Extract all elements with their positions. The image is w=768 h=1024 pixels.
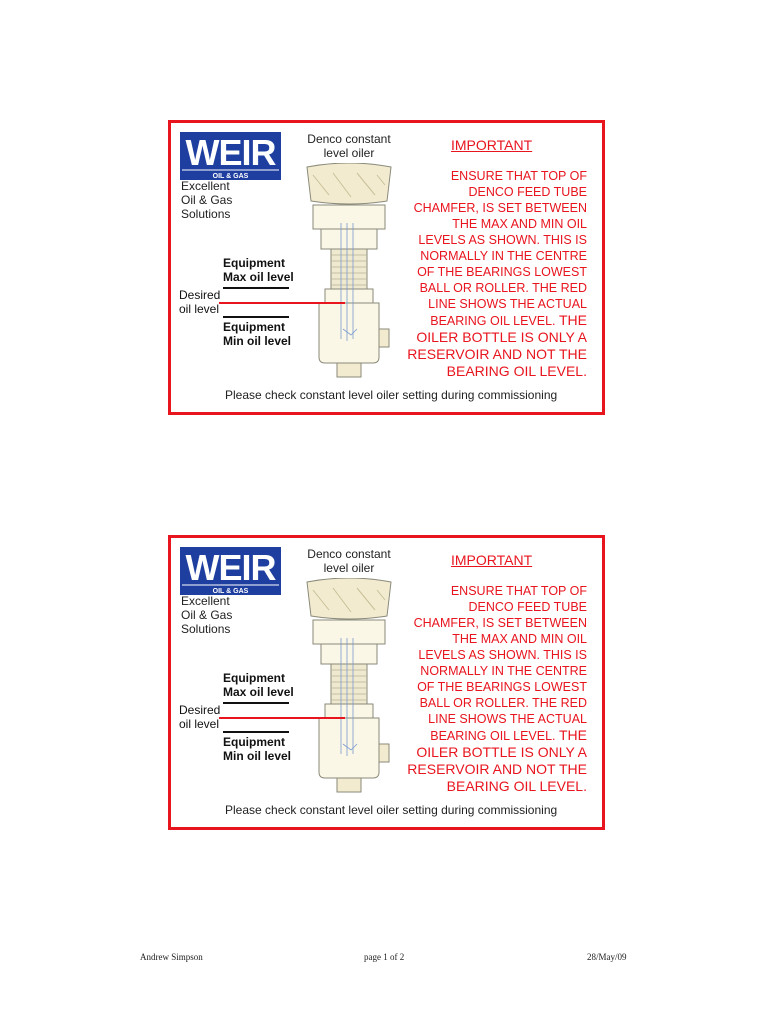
oiler-label-card: [168, 535, 605, 830]
svg-text:OIL & GAS: OIL & GAS: [212, 588, 249, 595]
warning-text: ENSURE THAT TOP OF DENCO FEED TUBE CHAMFER, IS SET BETWEEN THE MAX AND MIN OIL LEVELS AS SHOWN. THIS IS NORMALLY IN THE CENTRE OF THE BEARINGS LOWEST BALL OR ROLLER. THE RED LINE SHOWS THE ACTUAL BEARING OIL LEVEL. THE OILER BOTTLE IS ONLY A RESERVOIR AND NOT THE BEARING OIL LEVEL.: [407, 584, 587, 794]
max-level-rule: [223, 702, 289, 704]
min-oil-level-label: Equipment Min oil level: [223, 320, 292, 348]
weir-logo: [180, 547, 281, 595]
footer-date: 28/May/09: [587, 952, 627, 962]
important-title: IMPORTANT: [451, 552, 533, 568]
min-level-rule: [223, 316, 289, 318]
desired-oil-level-label: Desired oil level: [179, 288, 221, 316]
actual-oil-level-line: [219, 717, 345, 719]
desired-oil-level-label: Desired oil level: [179, 703, 221, 731]
footer-page-number: page 1 of 2: [364, 952, 405, 962]
min-level-rule: [223, 731, 289, 733]
commissioning-footnote: Please check constant level oiler setting during commissioning: [225, 803, 558, 817]
svg-text:WEIR: WEIR: [185, 132, 276, 173]
commissioning-footnote: Please check constant level oiler setting during commissioning: [225, 388, 558, 402]
svg-text:WEIR: WEIR: [185, 547, 276, 588]
denco-oiler-drawing: [299, 163, 399, 383]
weir-logo: [180, 132, 281, 180]
warning-text: ENSURE THAT TOP OF DENCO FEED TUBE CHAMFER, IS SET BETWEEN THE MAX AND MIN OIL LEVELS AS SHOWN. THIS IS NORMALLY IN THE CENTRE OF THE BEARINGS LOWEST BALL OR ROLLER. THE RED LINE SHOWS THE ACTUAL BEARING OIL LEVEL. THE OILER BOTTLE IS ONLY A RESERVOIR AND NOT THE BEARING OIL LEVEL.: [407, 169, 587, 379]
max-oil-level-label: Equipment Max oil level: [223, 256, 294, 284]
max-level-rule: [223, 287, 289, 289]
oiler-caption: Denco constant level oiler: [307, 132, 391, 160]
denco-oiler-drawing: [299, 578, 399, 798]
important-title: IMPORTANT: [451, 137, 533, 153]
oiler-caption: Denco constant level oiler: [307, 547, 391, 575]
actual-oil-level-line: [219, 302, 345, 304]
svg-text:OIL & GAS: OIL & GAS: [212, 173, 249, 180]
oiler-label-card: [168, 120, 605, 415]
company-tagline: Excellent Oil & Gas Solutions: [181, 179, 233, 221]
company-tagline: Excellent Oil & Gas Solutions: [181, 594, 233, 636]
max-oil-level-label: Equipment Max oil level: [223, 671, 294, 699]
min-oil-level-label: Equipment Min oil level: [223, 735, 292, 763]
footer-author: Andrew Simpson: [140, 952, 203, 962]
